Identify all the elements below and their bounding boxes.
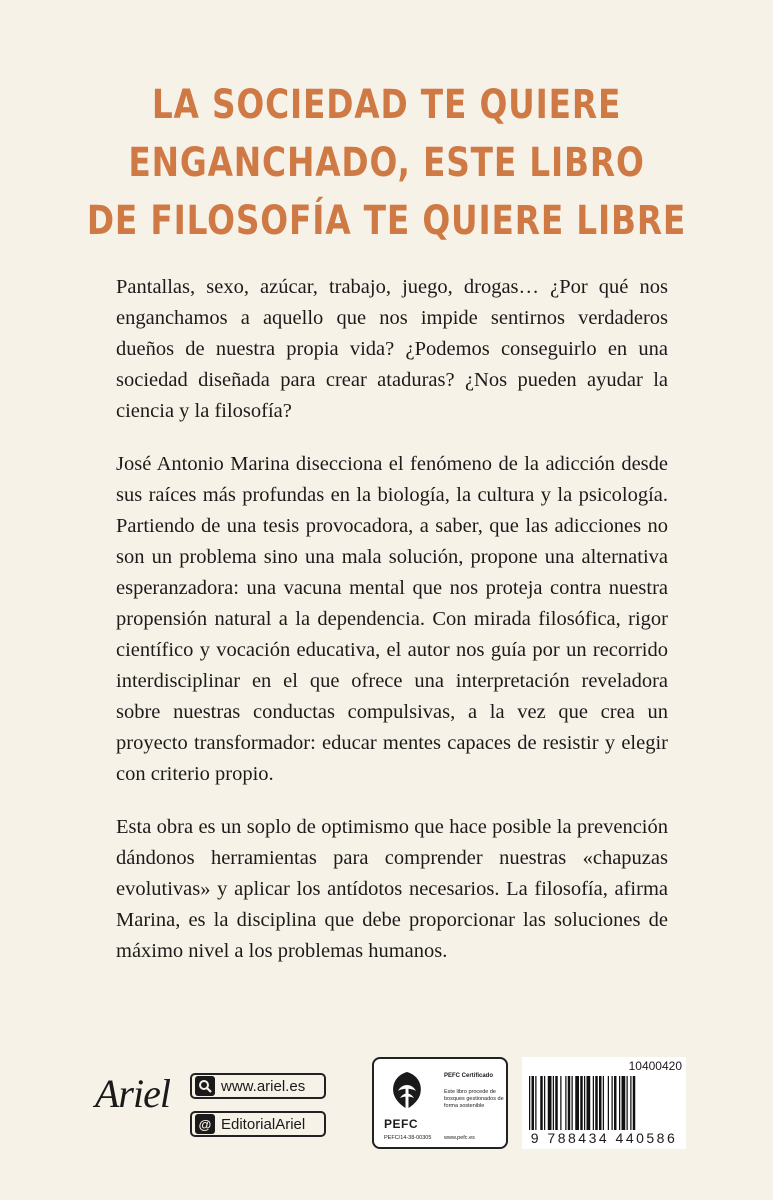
barcode-bar — [633, 1076, 636, 1130]
barcode-bar — [614, 1076, 617, 1130]
pefc-website: www.pefc.es — [444, 1135, 475, 1141]
pefc-code: PEFC/14-38-00305 — [384, 1135, 432, 1141]
barcode-bar — [599, 1076, 602, 1130]
synopsis-paragraph: José Antonio Marina disecciona el fenómeno de la adicción desde sus raíces más profundas en la biología, la cultura y la psicología. Partiendo de una tesis provocadora, a saber, que las adicciones no son un problema sino una mala solución, propone una alternativa esperanzadora: una vacuna mental que nos proteja contra nuestra propensión natural a la dependencia. Con mirada filosófica, rigor científico y vocación educativa, el autor nos guía por un recorrido interdisciplinar en el que ofrece una interpretación reveladora sobre nuestras conductas compulsivas, a la vez que crea un proyecto transformador: educar mentes capaces de resistir y elegir con criterio propio. — [116, 453, 668, 785]
barcode-bar — [535, 1076, 536, 1130]
headline-line-3: DE FILOSOFÍA TE QUIERE LIBRE — [86, 198, 687, 244]
headline — [70, 76, 704, 250]
barcode-bar — [560, 1076, 561, 1130]
pefc-certification — [372, 1057, 508, 1149]
isbn-number: 9 788434 440586 — [530, 1130, 678, 1146]
barcode-bar — [622, 1076, 626, 1130]
pefc-description: Este libro procede de bosques gestionados de forma sostenible — [444, 1089, 504, 1109]
synopsis-paragraph: Pantallas, sexo, azúcar, trabajo, juego, drogas… ¿Por qué nos enganchamos a aquello que nos impide sentirnos verdaderos dueños de nuestra propia vida? ¿Podemos conseguirlo en una sociedad diseñada para crear ataduras? ¿Nos pueden ayudar la ciencia y la filosofía? — [116, 276, 668, 422]
barcode-bar — [580, 1076, 583, 1130]
website-badge[interactable] — [190, 1073, 326, 1099]
synopsis-paragraph: Esta obra es un soplo de optimismo que hace posible la prevención dándonos herramientas para comprender nuestras «chapuzas evolutivas» y aplicar los antídotos necesarios. La filosofía, afirma Marina, es la disciplina que debe proporcionar las soluciones de máximo nivel a los problemas humanos. — [116, 816, 668, 962]
at-icon: @ — [195, 1114, 215, 1134]
back-cover-footer — [0, 1040, 773, 1200]
barcode-bars — [525, 1076, 683, 1130]
barcode-bar — [587, 1076, 591, 1130]
pefc-certified-label: PEFC Certificado — [444, 1073, 494, 1079]
barcode-bar — [553, 1076, 554, 1130]
barcode-bar — [568, 1076, 571, 1130]
headline-line-2: ENGANCHADO, ESTE LIBRO — [128, 140, 645, 186]
barcode-bar — [619, 1076, 620, 1130]
pefc-tree-logo — [384, 1069, 430, 1115]
barcode-bar — [627, 1076, 628, 1130]
barcode-bar — [630, 1076, 631, 1130]
barcode-bar — [603, 1076, 604, 1130]
barcode-bar — [612, 1076, 613, 1130]
search-icon — [195, 1076, 215, 1096]
product-code: 10400420 — [628, 1059, 682, 1073]
headline-line-1: LA SOCIEDAD TE QUIERE — [151, 82, 622, 128]
barcode-bar — [584, 1076, 585, 1130]
website-label: www.ariel.es — [221, 1077, 306, 1095]
social-label: EditorialAriel — [221, 1115, 306, 1133]
barcode-bar — [548, 1076, 552, 1130]
barcode-bar — [540, 1076, 543, 1130]
barcode-bar — [608, 1076, 609, 1130]
synopsis — [116, 272, 668, 989]
barcode-bar — [565, 1076, 566, 1130]
barcode-bar — [544, 1076, 545, 1130]
publisher-logo: Ariel — [95, 1071, 170, 1116]
barcode-bar — [593, 1076, 594, 1130]
isbn-barcode — [522, 1057, 686, 1149]
barcode-bar — [572, 1076, 573, 1130]
barcode-bar — [529, 1076, 530, 1130]
barcode-bar — [595, 1076, 598, 1130]
social-badge[interactable] — [190, 1111, 326, 1137]
barcode-bar — [532, 1076, 535, 1130]
barcode-bar — [575, 1076, 579, 1130]
pefc-wordmark: PEFC — [384, 1117, 419, 1131]
barcode-bar — [555, 1076, 558, 1130]
